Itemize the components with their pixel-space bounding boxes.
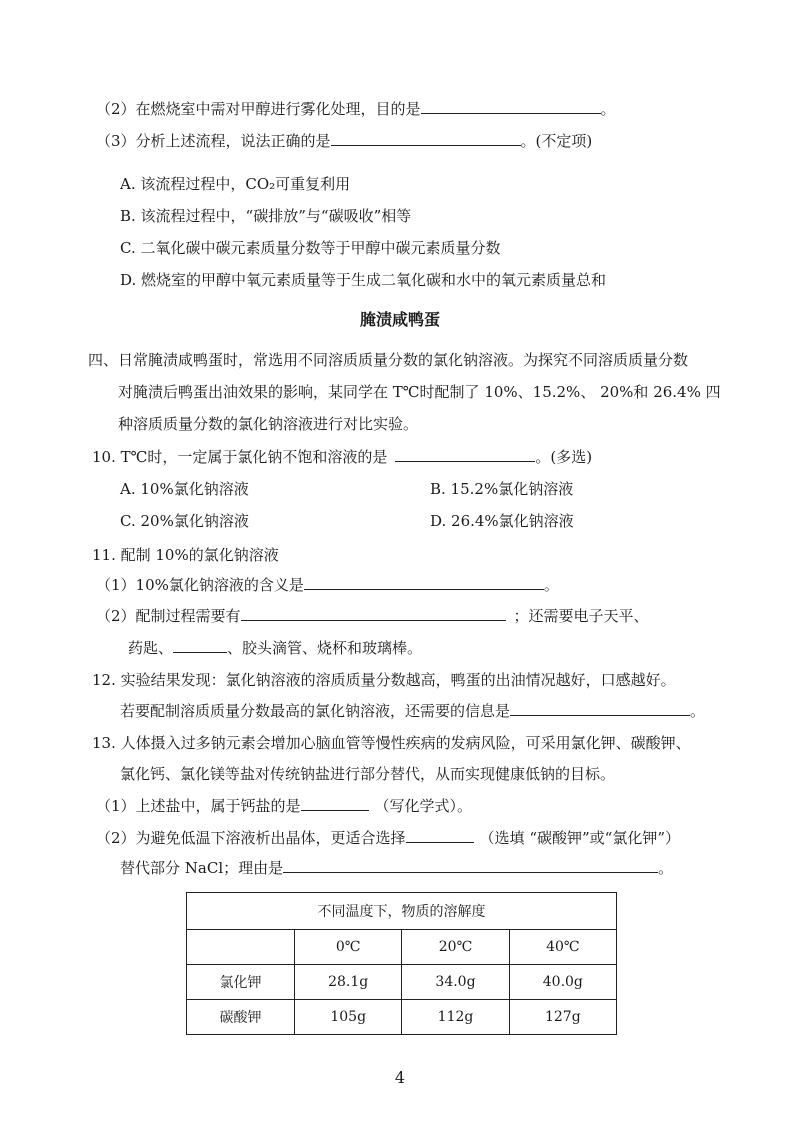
intro-line-1: 四、日常腌渍咸鸭蛋时，常选用不同溶质质量分数的氯化钠溶液。为探究不同溶质质量分数: [88, 351, 689, 369]
question-13-part-2: （2）为避免低温下溶液析出晶体，更适合选择 （选填 “碳酸钾”或“氯化钾”）: [96, 829, 680, 847]
answer-blank[interactable]: [241, 606, 506, 621]
option-a: A. 该流程过程中，CO₂可重复利用: [120, 175, 351, 193]
table-row: [187, 1000, 617, 1035]
table-header-cell: 20℃: [402, 930, 509, 965]
table-title: 不同温度下，物质的溶解度: [187, 893, 617, 930]
answer-blank[interactable]: [301, 796, 369, 811]
intro-line-3: 种溶质质量分数的氯化钠溶液进行对比实验。: [118, 415, 419, 433]
table-cell: 112g: [402, 1000, 509, 1035]
question-11-part-2: （2）配制过程需要有 ；还需要电子天平、: [96, 607, 649, 625]
question-13-part-1: （1）上述盐中，属于钙盐的是 （写化学式）。: [96, 797, 473, 815]
table-row: [187, 965, 617, 1000]
table-cell: 105g: [295, 1000, 402, 1035]
option-c: C. 二氧化碳中碳元素质量分数等于甲醇中碳元素质量分数: [120, 239, 501, 257]
answer-blank[interactable]: [406, 828, 474, 843]
table-header-cell: 40℃: [509, 930, 616, 965]
question-13-line-2: 氯化钙、氯化镁等盐对传统钠盐进行部分替代，从而实现健康低钠的目标。: [120, 765, 616, 783]
table-cell: 127g: [509, 1000, 616, 1035]
table-cell: 28.1g: [295, 965, 402, 1000]
answer-blank[interactable]: [395, 447, 535, 462]
page-number: 4: [394, 1068, 406, 1087]
question-12-line-2: 若要配制溶质质量分数最高的氯化钠溶液，还需要的信息是 。: [120, 702, 706, 720]
option-b: B. 该流程过程中，“碳排放”与“碳吸收”相等: [120, 207, 412, 225]
question-12-line-1: 12. 实验结果发现：氯化钠溶液的溶质质量分数越高，鸭蛋的出油情况越好，口感越好。: [92, 671, 676, 689]
table-title-row: [187, 893, 617, 930]
question-2-line: （2）在燃烧室中需对甲醇进行雾化处理，目的是 。: [96, 100, 616, 118]
table-header-cell: 0℃: [295, 930, 402, 965]
question-3-line: （3）分析上述流程，说法正确的是 。(不定项): [96, 132, 593, 150]
table-cell: 碳酸钾: [187, 1000, 295, 1035]
answer-blank[interactable]: [331, 131, 521, 146]
answer-blank[interactable]: [173, 638, 227, 653]
question-10-line: 10. T℃时，一定属于氯化钠不饱和溶液的是 。(多选): [92, 448, 593, 466]
intro-line-2: 对腌渍后鸭蛋出油效果的影响，某同学在 T℃时配制了 10%、15.2%、 20%和 26.4% 四: [118, 383, 721, 401]
section-title: 腌渍咸鸭蛋: [359, 310, 440, 329]
question-13-line-1: 13. 人体摄入过多钠元素会增加心脑血管等慢性疾病的发病风险，可采用氯化钾、碳酸钾、: [92, 734, 691, 752]
q10-option-d: D. 26.4%氯化钠溶液: [430, 512, 574, 530]
answer-blank[interactable]: [510, 701, 690, 716]
table-cell: 氯化钾: [187, 965, 295, 1000]
question-11-part-2-cont: 药匙、 、胶头滴管、烧杯和玻璃棒。: [128, 639, 423, 657]
answer-blank[interactable]: [304, 575, 544, 590]
option-d: D. 燃烧室的甲醇中氧元素质量等于生成二氧化碳和水中的氧元素质量总和: [120, 271, 607, 289]
q10-option-b: B. 15.2%氯化钠溶液: [430, 480, 574, 498]
table-header-row: [187, 930, 617, 965]
question-13-part-2-cont: 替代部分 NaCl；理由是 。: [120, 859, 674, 877]
table-header-cell: [187, 930, 295, 965]
solubility-table: [186, 892, 617, 1035]
answer-blank[interactable]: [283, 858, 658, 873]
table-cell: 40.0g: [509, 965, 616, 1000]
q10-option-a: A. 10%氯化钠溶液: [120, 480, 249, 498]
question-11-title: 11. 配制 10%的氯化钠溶液: [92, 546, 279, 564]
answer-blank[interactable]: [421, 99, 601, 114]
question-11-part-1: （1）10%氯化钠溶液的含义是 。: [96, 576, 559, 594]
q10-option-c: C. 20%氯化钠溶液: [120, 512, 249, 530]
table-cell: 34.0g: [402, 965, 509, 1000]
